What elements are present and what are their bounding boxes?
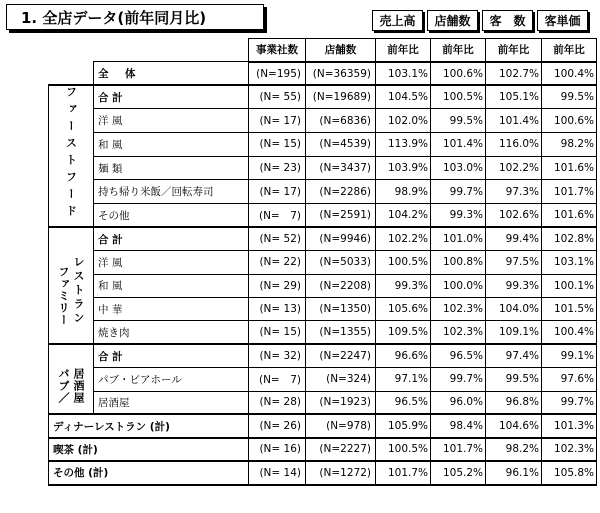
cell-store-count: 99.7% [431, 368, 486, 391]
cell-store-count: 101.7% [431, 438, 486, 461]
cell-store-count: 96.0% [431, 391, 486, 414]
cell-companies: (N= 7) [249, 204, 306, 228]
row-label: 合 計 [94, 344, 249, 367]
cell-store-count: 103.0% [431, 156, 486, 180]
row-label: 焼き肉 [94, 321, 249, 344]
row-label: 合 計 [94, 85, 249, 109]
cell-customers: 98.2% [486, 438, 542, 461]
legend-store-count: 店舗数 [427, 10, 478, 31]
table-row [49, 344, 597, 367]
table-row [49, 227, 597, 250]
table-row [49, 156, 597, 180]
row-label: 喫茶 (計) [49, 438, 249, 461]
header-store-count-yoy: 前年比 [431, 39, 486, 62]
cell-stores: (N=19689) [306, 85, 376, 109]
cell-unit-price: 97.6% [542, 368, 597, 391]
cell-customers: 99.3% [486, 274, 542, 297]
cell-customers: 116.0% [486, 133, 542, 157]
category-label: ファミリー [57, 265, 70, 326]
table-row [49, 414, 597, 437]
cell-store-count: 105.2% [431, 461, 486, 484]
cell-unit-price: 102.8% [542, 227, 597, 250]
category-fastfood [49, 85, 94, 227]
cell-store-count: 99.7% [431, 180, 486, 204]
cell-store-count: 100.8% [431, 251, 486, 274]
cell-companies: (N= 28) [249, 391, 306, 414]
legend-sales: 売上高 [372, 10, 423, 31]
data-table [48, 38, 597, 486]
column-legend [372, 10, 592, 31]
cell-stores: (N=9946) [306, 227, 376, 250]
cell-store-count: 102.3% [431, 321, 486, 344]
row-label: ディナーレストラン (計) [49, 414, 249, 437]
cell-customers: 104.6% [486, 414, 542, 437]
cell-store-count: 99.5% [431, 109, 486, 133]
cell-sales: 96.5% [376, 391, 431, 414]
category-family-restaurant [49, 227, 94, 344]
header-companies: 事業社数 [249, 39, 306, 62]
cell-customers: 97.5% [486, 251, 542, 274]
cell-customers: 99.5% [486, 368, 542, 391]
cell-unit-price: 101.6% [542, 156, 597, 180]
table-row [49, 368, 597, 391]
table-row [49, 438, 597, 461]
table-row [49, 391, 597, 414]
cell-stores: (N=2208) [306, 274, 376, 297]
cell-sales: 99.3% [376, 274, 431, 297]
row-label: その他 [94, 204, 249, 228]
cell-companies: (N= 17) [249, 180, 306, 204]
row-label: 和 風 [94, 133, 249, 157]
row-label: 全 体 [94, 62, 249, 85]
cell-companies: (N= 26) [249, 414, 306, 437]
header-unit-price-yoy: 前年比 [542, 39, 597, 62]
cell-store-count: 101.0% [431, 227, 486, 250]
header-stores: 店舗数 [306, 39, 376, 62]
cell-sales: 98.9% [376, 180, 431, 204]
cell-companies: (N=195) [249, 62, 306, 85]
category-label: レストラン [72, 255, 85, 326]
cell-store-count: 96.5% [431, 344, 486, 367]
header-sales-yoy: 前年比 [376, 39, 431, 62]
cell-sales: 101.7% [376, 461, 431, 484]
cell-stores: (N=4539) [306, 133, 376, 157]
cell-customers: 105.1% [486, 85, 542, 109]
cell-customers: 97.3% [486, 180, 542, 204]
cell-stores: (N=324) [306, 368, 376, 391]
cell-unit-price: 100.1% [542, 274, 597, 297]
category-label: ファーストフード [64, 86, 78, 223]
row-label: その他 (計) [49, 461, 249, 484]
table-row [49, 204, 597, 228]
cell-companies: (N= 14) [249, 461, 306, 484]
cell-unit-price: 102.3% [542, 438, 597, 461]
cell-customers: 102.2% [486, 156, 542, 180]
cell-sales: 113.9% [376, 133, 431, 157]
cell-sales: 96.6% [376, 344, 431, 367]
page-title: 1. 全店データ(前年同月比) [6, 4, 264, 30]
legend-customers: 客 数 [482, 10, 533, 31]
cell-stores: (N=5033) [306, 251, 376, 274]
cell-companies: (N= 22) [249, 251, 306, 274]
table-row [49, 274, 597, 297]
cell-sales: 105.6% [376, 297, 431, 320]
cell-stores: (N=1923) [306, 391, 376, 414]
cell-unit-price: 100.4% [542, 321, 597, 344]
cell-customers: 101.4% [486, 109, 542, 133]
cell-stores: (N=2227) [306, 438, 376, 461]
cell-companies: (N= 13) [249, 297, 306, 320]
cell-companies: (N= 17) [249, 109, 306, 133]
cell-companies: (N= 15) [249, 321, 306, 344]
cell-sales: 104.2% [376, 204, 431, 228]
header-row [49, 39, 597, 62]
cell-unit-price: 103.1% [542, 251, 597, 274]
cell-stores: (N=2286) [306, 180, 376, 204]
cell-unit-price: 100.6% [542, 109, 597, 133]
cell-unit-price: 99.5% [542, 85, 597, 109]
row-label: 持ち帰り米飯／回転寿司 [94, 180, 249, 204]
cell-store-count: 99.3% [431, 204, 486, 228]
row-label: 和 風 [94, 274, 249, 297]
cell-companies: (N= 32) [249, 344, 306, 367]
cell-stores: (N=1350) [306, 297, 376, 320]
cell-customers: 96.8% [486, 391, 542, 414]
cell-stores: (N=978) [306, 414, 376, 437]
table-row [49, 133, 597, 157]
cell-companies: (N= 23) [249, 156, 306, 180]
table-row [49, 180, 597, 204]
category-label: パブ／ [57, 368, 70, 405]
table-row [49, 109, 597, 133]
blank-cell [49, 62, 94, 85]
cell-unit-price: 101.3% [542, 414, 597, 437]
category-pub-izakaya [49, 344, 94, 414]
cell-customers: 102.7% [486, 62, 542, 85]
table-row [49, 85, 597, 109]
cell-sales: 109.5% [376, 321, 431, 344]
table-row [49, 297, 597, 320]
cell-unit-price: 98.2% [542, 133, 597, 157]
cell-unit-price: 101.6% [542, 204, 597, 228]
row-label: 居酒屋 [94, 391, 249, 414]
cell-stores: (N=1355) [306, 321, 376, 344]
category-label: 居酒屋 [72, 368, 85, 405]
cell-store-count: 100.5% [431, 85, 486, 109]
cell-customers: 96.1% [486, 461, 542, 484]
header-customers-yoy: 前年比 [486, 39, 542, 62]
cell-companies: (N= 16) [249, 438, 306, 461]
cell-customers: 109.1% [486, 321, 542, 344]
cell-sales: 102.2% [376, 227, 431, 250]
cell-customers: 104.0% [486, 297, 542, 320]
cell-sales: 97.1% [376, 368, 431, 391]
cell-sales: 102.0% [376, 109, 431, 133]
cell-stores: (N=2247) [306, 344, 376, 367]
table-row [49, 62, 597, 85]
cell-unit-price: 105.8% [542, 461, 597, 484]
cell-unit-price: 100.4% [542, 62, 597, 85]
cell-unit-price: 101.5% [542, 297, 597, 320]
cell-unit-price: 99.7% [542, 391, 597, 414]
cell-stores: (N=6836) [306, 109, 376, 133]
cell-stores: (N=36359) [306, 62, 376, 85]
cell-companies: (N= 15) [249, 133, 306, 157]
cell-store-count: 98.4% [431, 414, 486, 437]
cell-sales: 100.5% [376, 438, 431, 461]
row-label: 洋 風 [94, 109, 249, 133]
cell-stores: (N=2591) [306, 204, 376, 228]
cell-sales: 103.9% [376, 156, 431, 180]
row-label: 合 計 [94, 227, 249, 250]
cell-sales: 105.9% [376, 414, 431, 437]
row-label: 洋 風 [94, 251, 249, 274]
cell-store-count: 100.6% [431, 62, 486, 85]
cell-sales: 103.1% [376, 62, 431, 85]
table-row [49, 321, 597, 344]
row-label: パブ・ビアホール [94, 368, 249, 391]
table-row [49, 251, 597, 274]
cell-companies: (N= 52) [249, 227, 306, 250]
cell-customers: 102.6% [486, 204, 542, 228]
cell-customers: 99.4% [486, 227, 542, 250]
legend-unit-price: 客単価 [537, 10, 588, 31]
cell-unit-price: 101.7% [542, 180, 597, 204]
cell-store-count: 101.4% [431, 133, 486, 157]
cell-companies: (N= 29) [249, 274, 306, 297]
row-label: 中 華 [94, 297, 249, 320]
table-row [49, 461, 597, 484]
cell-sales: 104.5% [376, 85, 431, 109]
row-label: 麺 類 [94, 156, 249, 180]
cell-companies: (N= 7) [249, 368, 306, 391]
cell-stores: (N=3437) [306, 156, 376, 180]
cell-customers: 97.4% [486, 344, 542, 367]
cell-store-count: 102.3% [431, 297, 486, 320]
cell-store-count: 100.0% [431, 274, 486, 297]
cell-stores: (N=1272) [306, 461, 376, 484]
cell-companies: (N= 55) [249, 85, 306, 109]
cell-unit-price: 99.1% [542, 344, 597, 367]
header-blank [49, 39, 249, 62]
cell-sales: 100.5% [376, 251, 431, 274]
